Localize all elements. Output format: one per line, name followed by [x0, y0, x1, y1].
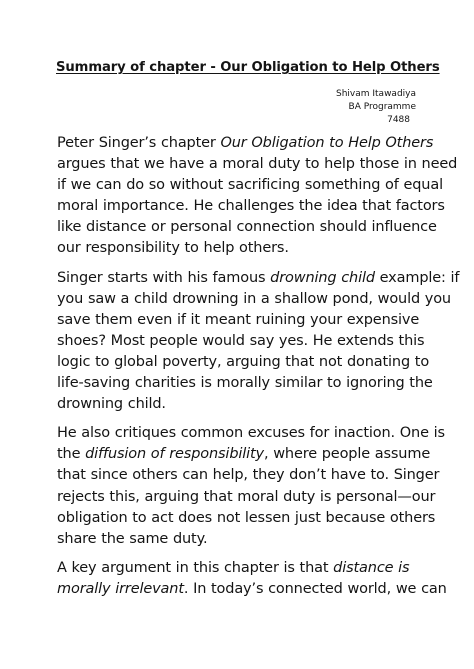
document-title: Summary of chapter - Our Obligation to Help Others — [56, 60, 440, 75]
emphasized-term: morally irrelevant — [57, 580, 184, 597]
text-line — [57, 154, 458, 175]
emphasized-term: distance is — [333, 559, 410, 576]
author-programme: BA Programme — [348, 102, 416, 112]
text-line — [57, 331, 429, 352]
text-run: shoes? Most people would say yes. He extends this — [57, 332, 425, 349]
text-run: , where people assume — [263, 446, 431, 463]
emphasized-term: Our Obligation to Help Others — [220, 135, 434, 151]
text-run: Singer starts with his famous — [57, 269, 271, 286]
text-run: life-saving charities is morally similar to ignoring the — [57, 375, 433, 392]
text-line — [57, 529, 429, 550]
text-line — [57, 133, 434, 154]
text-line — [57, 268, 460, 289]
text-run: logic to global poverty, arguing that not donating to — [57, 353, 430, 370]
text-line — [57, 196, 445, 217]
text-line — [57, 310, 429, 331]
paragraph — [57, 268, 460, 416]
text-line — [57, 465, 440, 486]
text-run: argues that we have a moral duty to help those in need — [57, 156, 458, 173]
emphasized-term: drowning child — [270, 269, 375, 286]
text-line — [57, 423, 445, 444]
author-name: Shivam Itawadiya — [335, 89, 416, 99]
document-body — [57, 133, 460, 608]
text-line — [57, 175, 443, 196]
text-run: that since others can help, they don’t have to. Singer — [57, 467, 440, 484]
paragraph — [57, 558, 447, 600]
text-line — [57, 487, 436, 508]
text-run: save them even if it meant ruining your expensive — [57, 311, 420, 328]
text-run: like distance or personal connection should influence — [57, 219, 437, 236]
text-run: our responsibility to help others. — [57, 240, 289, 257]
text-run: rejects this, arguing that moral duty is personal—our — [57, 488, 436, 505]
author-roll-number: 7488 — [387, 115, 410, 125]
text-run: the — [57, 446, 86, 463]
text-run: He also critiques common excuses for inaction. One is — [57, 425, 445, 442]
text-run: if we can do so without sacrificing something of equal — [57, 177, 443, 194]
text-run: share the same duty. — [57, 530, 208, 547]
text-line — [57, 289, 451, 310]
text-run: drowning child. — [57, 396, 166, 413]
text-line — [57, 558, 429, 579]
emphasized-term: diffusion of responsibility — [85, 446, 264, 463]
text-run: A key argument in this chapter is that — [57, 559, 334, 576]
text-line — [57, 352, 429, 373]
text-line — [57, 217, 437, 238]
text-run: you saw a child drowning in a shallow pond, would you — [57, 290, 451, 307]
text-run: Peter Singer’s chapter — [57, 135, 221, 151]
paragraph — [57, 423, 445, 550]
text-run: example: if — [374, 269, 460, 286]
text-line — [57, 394, 429, 415]
text-run: . In today’s connected world, we can — [183, 580, 447, 597]
text-line — [57, 238, 429, 259]
text-line — [57, 373, 433, 394]
text-line — [57, 508, 436, 529]
text-line — [57, 579, 447, 600]
author-block — [336, 88, 416, 127]
text-run: moral importance. He challenges the idea that factors — [57, 198, 445, 215]
text-run: obligation to act does not lessen just because others — [57, 509, 436, 526]
paragraph — [57, 133, 458, 260]
text-line — [57, 444, 429, 465]
